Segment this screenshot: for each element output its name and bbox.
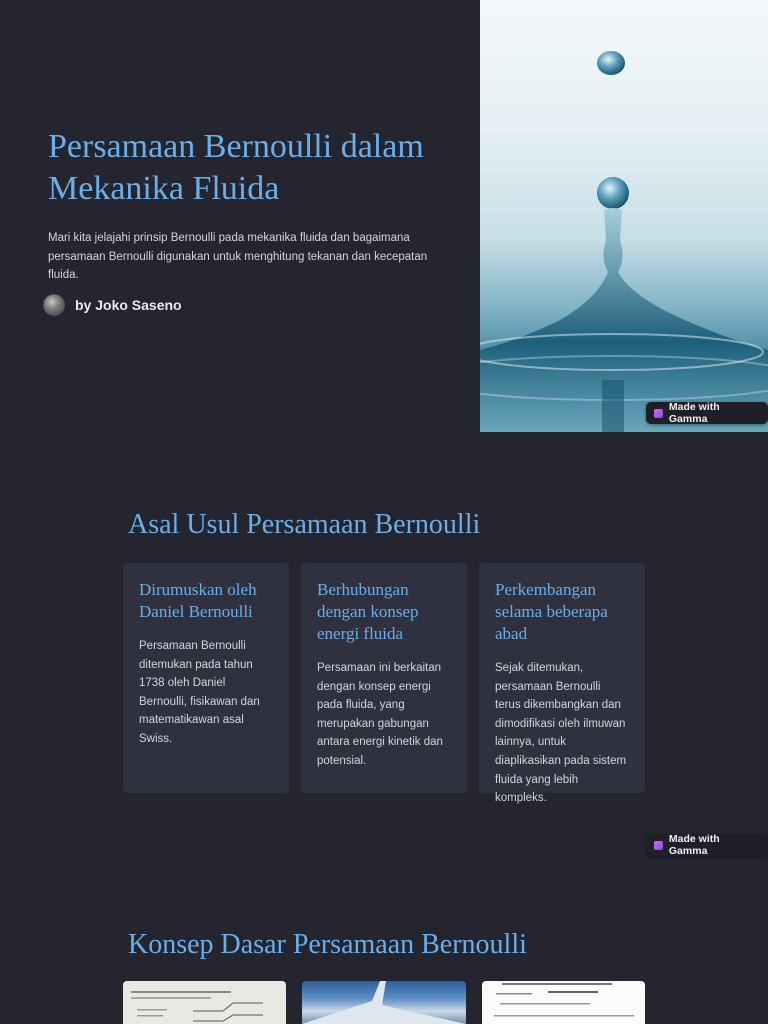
made-with-gamma-button[interactable] bbox=[646, 834, 768, 856]
made-with-gamma-button[interactable] bbox=[646, 402, 768, 424]
water-drop-illustration bbox=[480, 0, 768, 432]
card-title: Berhubungan dengan konsep energi fluida bbox=[317, 580, 419, 643]
hero-description: Mari kita jelajahi prinsip Bernoulli pada mekanika fluida dan bagaimana persamaan Bernoulli digunakan untuk menghitung tekanan dan kecepatan fluida. bbox=[48, 232, 428, 281]
author-info bbox=[43, 293, 182, 317]
hero-section bbox=[0, 0, 768, 432]
section-title-asal-usul: Asal Usul Persamaan Bernoulli bbox=[128, 509, 481, 540]
card-energi-fluida bbox=[301, 563, 467, 793]
airplane-wing-thumbnail bbox=[302, 981, 466, 1024]
card-body: Persamaan ini berkaitan dengan konsep energi pada fluida, yang merupakan gabungan antara energi kinetik dan potensial. bbox=[317, 662, 443, 767]
card-title: Perkembangan selama beberapa abad bbox=[495, 580, 608, 643]
airplane-wing-illustration bbox=[302, 981, 466, 1024]
equation-document-thumbnail bbox=[482, 981, 645, 1024]
gamma-badge-label: Made with Gamma bbox=[668, 833, 720, 857]
card-title: Dirumuskan oleh Daniel Bernoulli bbox=[139, 580, 257, 621]
card-body: Persamaan Bernoulli ditemukan pada tahun 1738 oleh Daniel Bernoulli, fisikawan dan matematikawan asal Swiss. bbox=[139, 640, 260, 745]
author-name: by Joko Saseno bbox=[75, 297, 182, 313]
gamma-logo-icon bbox=[654, 841, 663, 850]
card-body: Sejak ditemukan, persamaan Bernoulli terus dikembangkan dan dimodifikasi oleh ilmuwan lainnya, untuk diaplikasikan pada sistem fluida yang lebih kompleks. bbox=[495, 662, 627, 805]
card-daniel-bernoulli bbox=[123, 563, 289, 793]
card-perkembangan bbox=[479, 563, 645, 805]
page-title: Persamaan Bernoulli dalam Mekanika Fluida bbox=[48, 128, 424, 207]
water-drop-image bbox=[480, 0, 768, 432]
gamma-logo-icon bbox=[654, 409, 663, 418]
pipe-diagram-thumbnail bbox=[123, 981, 286, 1024]
avatar bbox=[43, 294, 65, 316]
section-title-konsep-dasar: Konsep Dasar Persamaan Bernoulli bbox=[128, 929, 527, 960]
equation-document-illustration bbox=[482, 981, 645, 1024]
gamma-badge-label: Made with Gamma bbox=[668, 401, 720, 425]
pipe-diagram-illustration bbox=[123, 981, 286, 1024]
